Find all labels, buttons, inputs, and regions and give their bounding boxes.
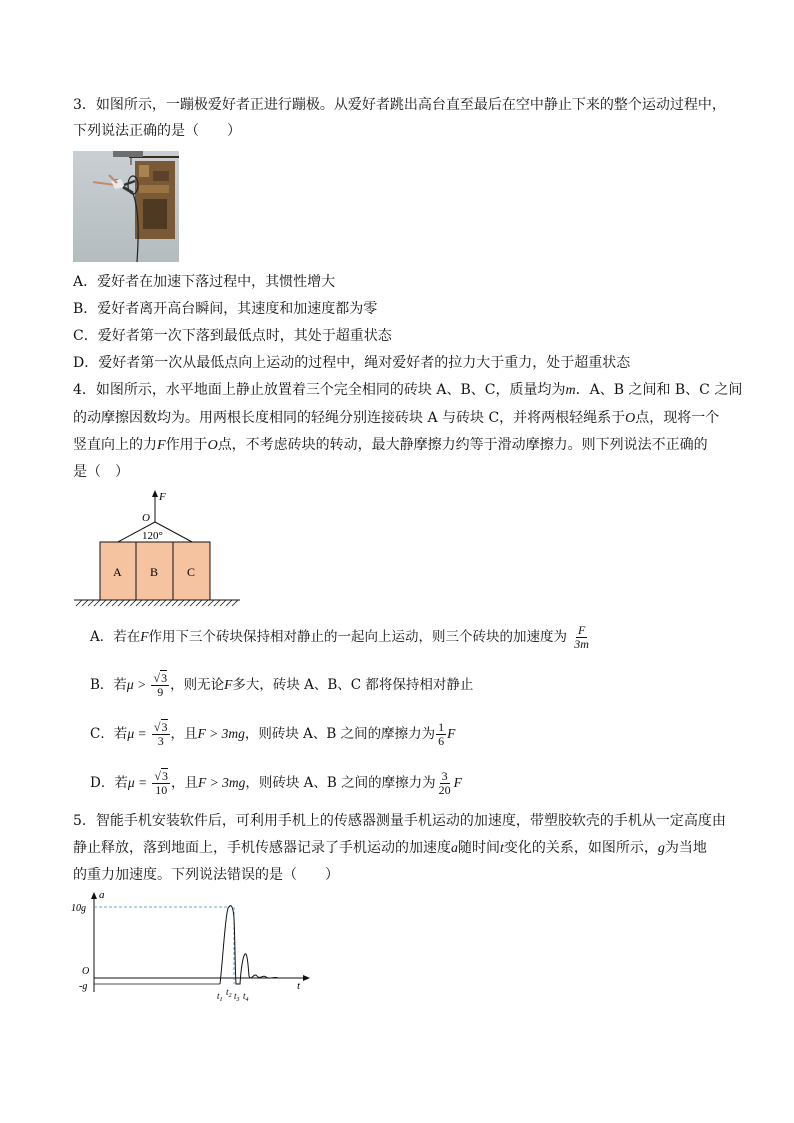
q4-a-fraction: $\frac{F}{3m}$: [574, 623, 589, 651]
q5-stem-line1: 5．智能手机安装软件后，可利用手机上的传感器测量手机运动的加速度，带塑胶软壳的手机从一定高度由: [73, 813, 726, 829]
block-c-label: C: [187, 565, 196, 579]
y-axis-label: a: [99, 889, 105, 901]
acceleration-curve: [220, 906, 300, 984]
q5-stem-line3: 的重力加速度。下列说法错误的是（ ）: [73, 867, 339, 883]
block-a-label: A: [113, 565, 122, 579]
q4-option-d: D．若μ = $\frac{√3}{10}$ ，且F > 3mg，则砖块 A、B 之间的摩擦力为 $\frac{3}{20}$ F: [90, 769, 462, 797]
point-label: O: [142, 512, 150, 524]
q4-stem-line3: 竖直向上的力F作用于O点，不考虑砖块的转动，最大静摩擦力约等于滑动摩擦力。则下列说法不正确的: [73, 437, 708, 453]
q4-stem-line1: 4．如图所示，水平地面上静止放置着三个完全相同的砖块 A、B、C，质量均为m．A、B 之间和 B、C 之间: [73, 382, 743, 398]
x-tick-t4: $t_4$: [243, 991, 249, 1003]
x-tick-t3: $t_3$: [234, 991, 240, 1003]
q3-option-a: A．爱好者在加速下落过程中，其惯性增大: [73, 274, 336, 290]
q4-option-c: C．若μ = $\frac{√3}{3}$ ，且F > 3mg，则砖块 A、B 之间的摩擦力为 $\frac{1}{6}$ F: [90, 720, 456, 748]
q4-c-fraction: $\frac{√3}{3}$: [153, 720, 168, 748]
x-tick-t2: $t_2$: [226, 987, 232, 999]
angle-label: 120°: [142, 530, 163, 542]
q4-b-fraction: $\frac{√3}{9}$: [153, 671, 168, 699]
q4-stem-line4: 是（ ）: [73, 464, 129, 480]
q4-stem-line2: 的动摩擦因数均为。用两根长度相同的轻绳分别连接砖块 A 与砖块 C，并将两根轻绳系于O点，现将一个: [73, 410, 720, 426]
force-arrowhead: [152, 490, 158, 497]
y-tick-origin: O: [82, 966, 90, 977]
force-label: F: [159, 491, 166, 503]
q3-stem-line2: 下列说法正确的是（ ）: [73, 123, 241, 139]
q5-stem-line2: 静止释放，落到地面上，手机传感器记录了手机运动的加速度a随时间t变化的关系，如图所示，g为当地: [73, 840, 707, 856]
ground-hatch: [76, 600, 238, 606]
q4-d-fraction: $\frac{√3}{10}$: [154, 769, 168, 797]
q4-d-result-fraction: $\frac{3}{20}$: [438, 769, 451, 797]
bungee-photo: [73, 151, 179, 262]
q3-option-c: C．爱好者第一次下落到最低点时，其处于超重状态: [73, 328, 392, 344]
q4-c-result-fraction: $\frac{1}{6}$: [438, 720, 445, 748]
q4-option-a: A．若在F作用下三个砖块保持相对静止的一起向上运动，则三个砖块的加速度为 $\frac{F}{3m}$: [90, 623, 589, 651]
q3-option-d: D．爱好者第一次从最低点向上运动的过程中，绳对爱好者的拉力大于重力，处于超重状态: [73, 355, 631, 371]
x-axis-label: t: [297, 980, 301, 992]
y-tick-minus-g: -g: [79, 981, 88, 992]
q3-option-b: B．爱好者离开高台瞬间，其速度和加速度都为零: [73, 301, 378, 317]
y-tick-10g: 10g: [71, 903, 86, 914]
q4-option-b: B．若μ > $\frac{√3}{9}$ ，则无论F多大，砖块 A、B、C 都将保持相对静止: [90, 671, 474, 699]
acceleration-chart: [68, 888, 313, 1003]
x-tick-t1: $t_1$: [217, 991, 223, 1003]
brick-figure: [70, 488, 245, 608]
x-axis-arrowhead: [303, 975, 310, 981]
q3-stem-line1: 3．如图所示，一蹦极爱好者正进行蹦极。从爱好者跳出高台直至最后在空中静止下来的整个运动过程中，: [73, 97, 726, 113]
y-axis-arrowhead: [91, 892, 97, 899]
block-b-label: B: [150, 565, 159, 579]
